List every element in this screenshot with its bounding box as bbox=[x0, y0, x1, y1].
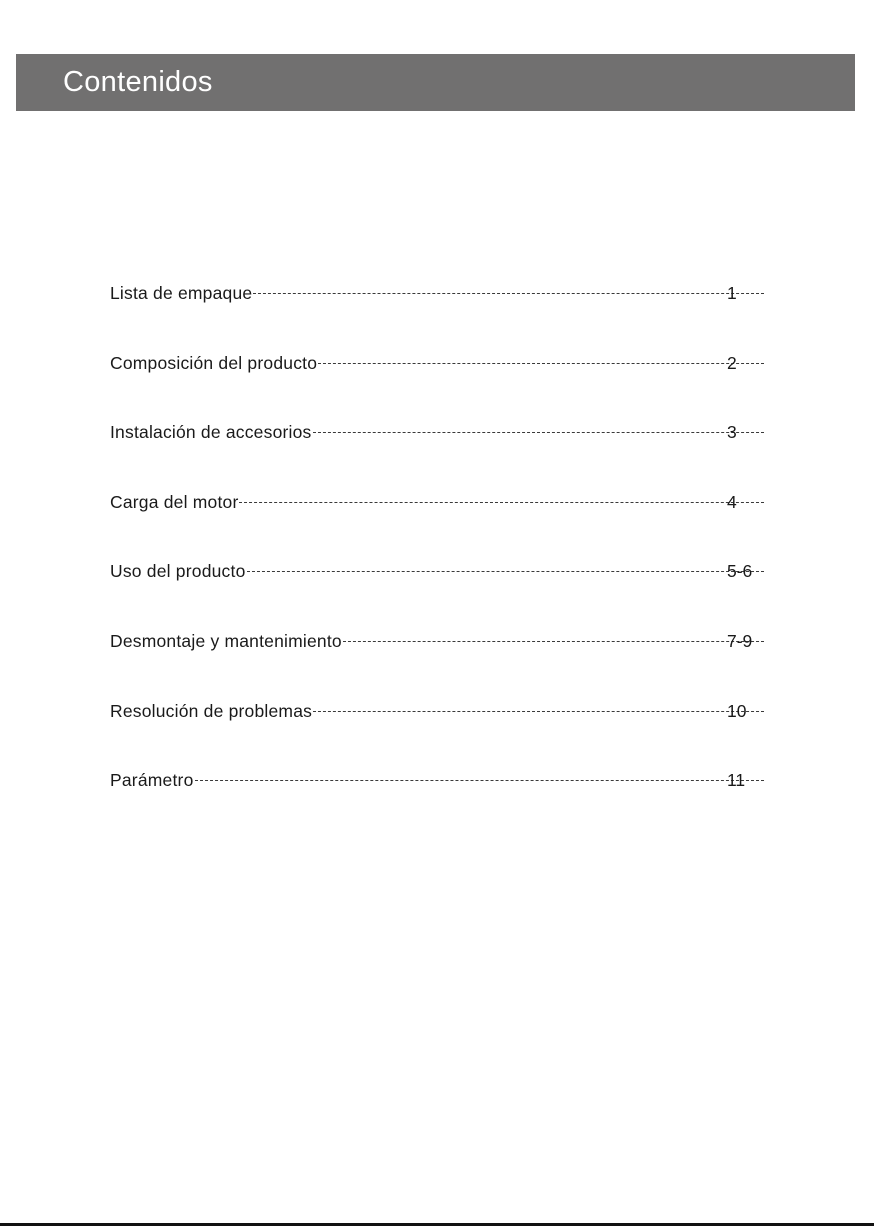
toc-entry-page: 4 bbox=[727, 491, 737, 512]
toc-entry[interactable] bbox=[110, 415, 780, 485]
toc-entry-label: Parámetro bbox=[110, 770, 194, 791]
toc-entry-page: 2 bbox=[727, 352, 737, 373]
toc-dot-leader bbox=[247, 554, 764, 588]
toc-dot-leader bbox=[318, 346, 764, 380]
toc-entry-label: Resolución de problemas bbox=[110, 700, 313, 721]
toc-entry[interactable] bbox=[110, 276, 780, 346]
toc-entry-page: 10 bbox=[727, 700, 747, 721]
toc-entry-label: Composición del producto bbox=[110, 352, 318, 373]
toc-dot-leader bbox=[313, 415, 765, 449]
toc-entry-label: Instalación de accesorios bbox=[110, 422, 312, 443]
toc-dot-leader bbox=[343, 624, 764, 658]
toc-entry-page: 7-9 bbox=[727, 630, 753, 651]
toc-dot-leader bbox=[195, 763, 765, 797]
toc-entry-label: Lista de empaque bbox=[110, 283, 253, 303]
toc-entry-page: 5-6 bbox=[727, 561, 753, 582]
toc-entry-page: 3 bbox=[727, 422, 737, 443]
toc-entry[interactable] bbox=[110, 485, 780, 555]
toc-entry[interactable] bbox=[110, 624, 780, 694]
toc-entry-page: 11 bbox=[727, 770, 746, 791]
toc-entry[interactable] bbox=[110, 346, 780, 416]
header-bar bbox=[16, 54, 855, 111]
table-of-contents bbox=[110, 276, 780, 833]
toc-entry-label: Desmontaje y mantenimiento bbox=[110, 630, 342, 651]
page-title: Contenidos bbox=[63, 66, 213, 98]
toc-entry[interactable] bbox=[110, 694, 780, 764]
toc-entry[interactable] bbox=[110, 763, 780, 833]
toc-dot-leader bbox=[313, 694, 764, 728]
toc-entry-label: Carga del motor bbox=[110, 491, 239, 512]
toc-dot-leader bbox=[253, 276, 764, 310]
toc-entry-label: Uso del producto bbox=[110, 561, 246, 582]
toc-entry[interactable] bbox=[110, 554, 780, 624]
toc-entry-page: 1 bbox=[727, 283, 737, 303]
toc-dot-leader bbox=[239, 485, 764, 519]
